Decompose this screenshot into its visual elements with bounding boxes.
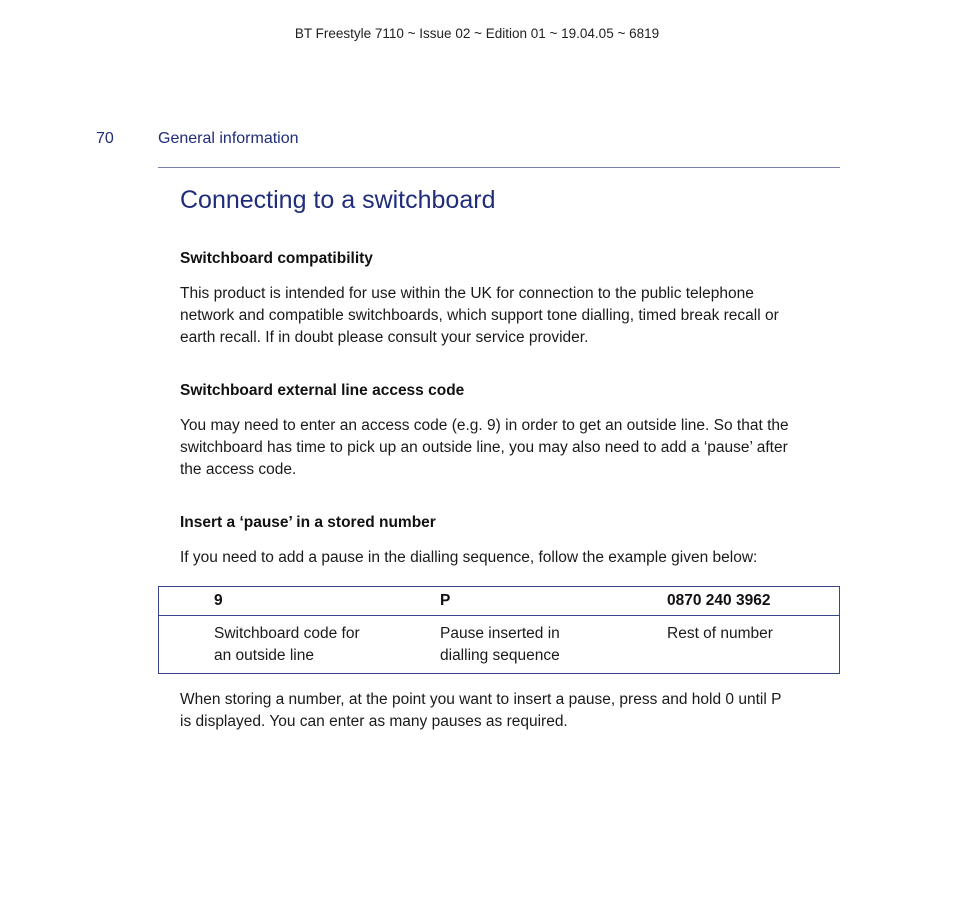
paragraph-line: If you need to add a pause in the dialling sequence, follow the example given below:	[180, 549, 758, 566]
paragraph-line: switchboard has time to pick up an outside line, you may also need to add a ‘pause’ after	[180, 439, 788, 456]
paragraph-line: When storing a number, at the point you want to insert a pause, press and hold 0 until P	[180, 691, 782, 708]
table-cell-pause	[440, 623, 640, 667]
section-label: General information	[158, 130, 299, 147]
paragraph-line: is displayed. You can enter as many pauses as required.	[180, 713, 568, 730]
table-cell-line: an outside line	[214, 647, 314, 664]
paragraph-line: earth recall. If in doubt please consult your service provider.	[180, 329, 589, 346]
table-cell-line: Pause inserted in	[440, 625, 560, 642]
page-title: Connecting to a switchboard	[180, 186, 496, 214]
paragraph-external-line-access-code	[180, 415, 840, 481]
document-header: BT Freestyle 7110 ~ Issue 02 ~ Edition 01 ~ 19.04.05 ~ 6819	[294, 26, 660, 41]
paragraph-insert-pause	[180, 547, 840, 569]
paragraph-switchboard-compatibility	[180, 283, 840, 349]
heading-switchboard-compatibility: Switchboard compatibility	[180, 250, 373, 267]
table-cell-line: Rest of number	[667, 625, 773, 642]
table-cell-rest-of-number	[667, 623, 837, 645]
paragraph-line: You may need to enter an access code (e.g. 9) in order to get an outside line. So that the	[180, 417, 789, 434]
paragraph-line: This product is intended for use within the UK for connection to the public telephone	[180, 285, 754, 302]
table-cell-line: Switchboard code for	[214, 625, 360, 642]
table-cell-line: dialling sequence	[440, 647, 560, 664]
header-divider	[158, 167, 840, 168]
paragraph-line: network and compatible switchboards, which support tone dialling, timed break recall or	[180, 307, 779, 324]
paragraph-line: the access code.	[180, 461, 297, 478]
table-header-cell: 9	[214, 592, 223, 609]
heading-insert-pause: Insert a ‘pause’ in a stored number	[180, 514, 436, 531]
table-header-cell: 0870 240 3962	[667, 592, 771, 609]
table-header-cell: P	[440, 592, 451, 609]
paragraph-storing-pause	[180, 689, 840, 733]
page-number: 70	[96, 130, 114, 147]
heading-external-line-access-code: Switchboard external line access code	[180, 382, 465, 399]
dialling-example-table	[158, 586, 840, 674]
table-cell-switchboard-code	[214, 623, 414, 667]
table-header-row	[159, 587, 839, 616]
